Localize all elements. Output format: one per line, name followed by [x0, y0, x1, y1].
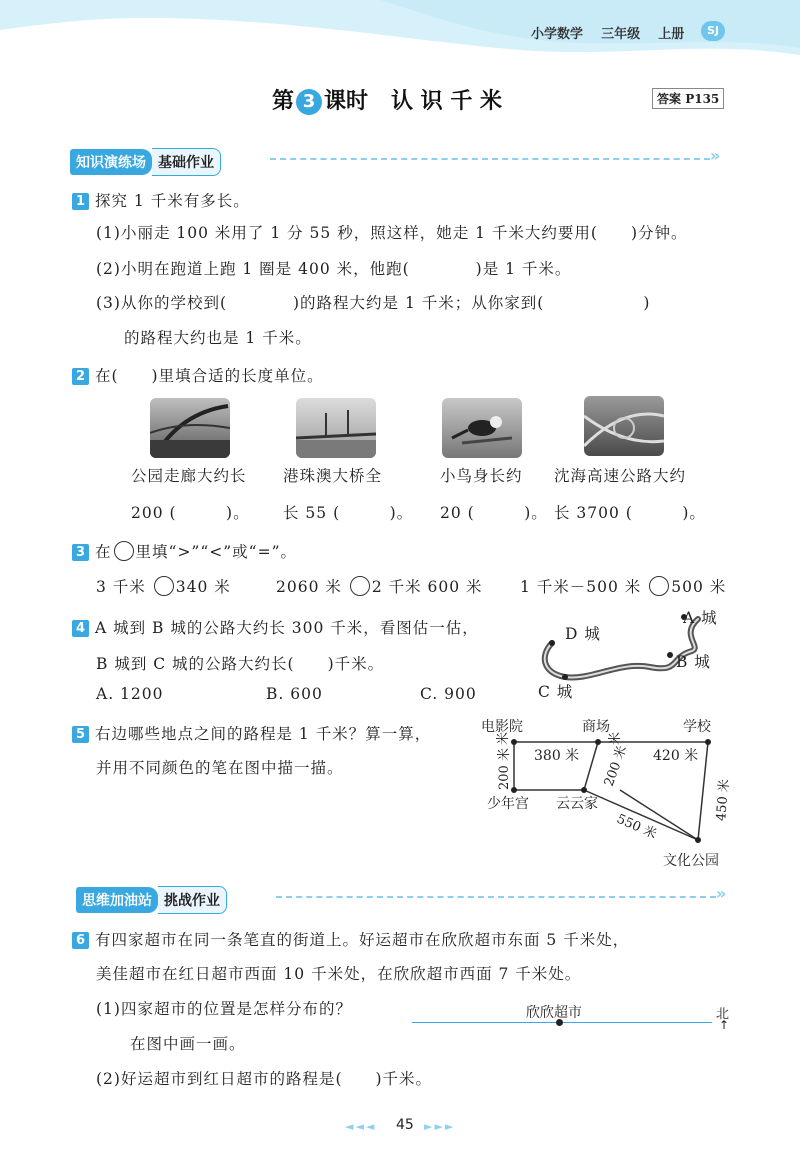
q4-option-b[interactable]: B. 600: [266, 685, 323, 703]
header-grade: 三年级: [601, 27, 641, 42]
q6-xinxin-label: 欣欣超市: [526, 1005, 582, 1021]
header-subject: 小学数学: [531, 27, 584, 42]
header-badge: SJ: [701, 21, 725, 41]
q6-number: 6: [72, 932, 89, 949]
header-volume: 上册: [658, 27, 685, 42]
section-challenge-tag: 思维加油站: [76, 887, 158, 913]
q5-line1: [72, 722, 431, 744]
q1-sub3a: (3)从你的学校到( )的路程大约是 1 千米；从你家到( ): [96, 294, 651, 312]
q6-line1: [72, 928, 629, 950]
section-challenge-header: [76, 886, 227, 914]
q3-stem: [72, 540, 297, 562]
title-suffix: 课时: [324, 89, 369, 114]
q5-yunyun: 云云家: [556, 796, 598, 812]
q5-line2: 并用不同颜色的笔在图中描一描。: [96, 759, 344, 777]
q2-item4-l2: 长 3700 ( )。: [554, 504, 706, 522]
q3-item2: [276, 575, 483, 597]
q4-city-d: D 城: [565, 625, 601, 643]
q3-stem-a: 在: [95, 543, 112, 561]
compare-circle-icon: [114, 541, 134, 561]
section-challenge-subtitle: 挑战作业: [158, 886, 227, 914]
q6-north-label: 北: [716, 1007, 730, 1022]
q3-item1-left: 3 千米: [96, 578, 146, 596]
q4-city-a: A 城: [683, 609, 718, 627]
answer-ref: [652, 88, 724, 109]
q5-school: 学校: [683, 719, 711, 735]
section-basic-tag: 知识演练场: [70, 149, 152, 175]
q4-option-a[interactable]: A. 1200: [96, 685, 164, 703]
q6-sub1a: (1)四家超市的位置是怎样分布的？: [96, 1000, 352, 1018]
bridge-photo: [296, 398, 376, 458]
section-basic-subtitle: 基础作业: [152, 148, 221, 176]
q3-item3-left: 1 千米－500 米: [520, 578, 642, 596]
q2-item1-l1: 公园走廊大约长: [131, 467, 247, 485]
q3-item1: [96, 575, 231, 597]
q6-north-arrow-icon: ↑: [719, 1018, 730, 1032]
q1-stem: [72, 189, 250, 211]
q3-number: 3: [72, 544, 89, 561]
q4-city-b: B 城: [676, 653, 711, 671]
section-basic-arrows: »: [710, 146, 721, 165]
q2-item2-l2: 长 55 ( )。: [283, 504, 414, 522]
section-basic-header: [70, 148, 221, 176]
q3-item2-right: 2 千米 600 米: [371, 578, 483, 596]
q2-number: 2: [72, 368, 89, 385]
q3-stem-b: 里填“>”“<”或“=”。: [135, 543, 298, 561]
q3-item3: [520, 575, 726, 597]
footer-arrows-left: ◄◄◄: [345, 1120, 377, 1133]
q2-item3-l2: 20 ( )。: [440, 504, 548, 522]
answer-page: P135: [685, 92, 720, 106]
section-challenge-arrows: »: [716, 884, 727, 903]
title-topic: 认 识 千 米: [391, 89, 502, 114]
q4-city-c: C 城: [538, 683, 574, 701]
footer-arrows-right: ►►►: [424, 1120, 456, 1133]
q3-item3-circle[interactable]: [649, 576, 669, 596]
q5-cinema: 电影院: [481, 719, 523, 735]
q2-item1-l2: 200 ( )。: [131, 504, 250, 522]
q2-stem: [72, 364, 324, 386]
q5-unit-mid: 米: [608, 731, 623, 745]
title-number: 3: [296, 89, 322, 115]
q5-youth: 少年宫: [487, 796, 529, 812]
q5-dist-450: 450 米: [713, 778, 733, 822]
q6-sub2: (2)好运超市到红日超市的路程是( )千米。: [96, 1070, 433, 1088]
q1-sub3b: 的路程大约也是 1 千米。: [124, 329, 312, 347]
q2-item4-l1: 沈海高速公路大约: [554, 467, 687, 485]
q3-item2-left: 2060 米: [276, 578, 342, 596]
q4-line1: [72, 616, 479, 638]
q2-item3-l1: 小鸟身长约: [440, 467, 523, 485]
page-number: 45: [396, 1117, 414, 1133]
q4-line2: B 城到 C 城的公路大约长( )千米。: [96, 655, 385, 673]
q4-line1-text: A 城到 B 城的公路大约长 300 千米，看图估一估，: [95, 619, 479, 637]
park-corridor-photo: [150, 398, 230, 458]
bird-photo: [442, 398, 522, 458]
q5-dist-200-mid: 200 米: [601, 743, 631, 789]
q3-item1-circle[interactable]: [154, 576, 174, 596]
q5-park: 文化公园: [663, 853, 719, 869]
q3-item1-right: 340 米: [175, 578, 231, 596]
q5-dist-380: 380 米: [534, 748, 580, 764]
q1-sub1: (1)小丽走 100 米用了 1 分 55 秒，照这样，她走 1 千米大约要用( )分钟。: [96, 224, 688, 242]
q4-option-c[interactable]: C. 900: [420, 685, 477, 703]
q5-line1-text: 右边哪些地点之间的路程是 1 千米？算一算，: [95, 725, 432, 743]
page-title: [272, 84, 502, 115]
section-challenge-divider: [276, 896, 716, 898]
q1-number: 1: [72, 193, 89, 210]
q5-dist-420: 420 米: [653, 748, 699, 764]
q5-unit-left: 米: [496, 731, 511, 745]
q1-sub2: (2)小明在跑道上跑 1 圈是 400 米，他跑( )是 1 千米。: [96, 260, 572, 278]
q6-line1-text: 有四家超市在同一条笔直的街道上。好运超市在欣欣超市东面 5 千米处，: [95, 931, 630, 949]
q3-item3-right: 500 米: [671, 578, 727, 596]
q5-dist-550: 550 米: [614, 811, 659, 843]
highway-photo: [584, 396, 664, 456]
q3-item2-circle[interactable]: [350, 576, 370, 596]
header-info: [531, 23, 684, 42]
section-basic-divider: [270, 158, 710, 160]
q5-dist-200-left: 200 米: [497, 748, 512, 790]
q6-line2: 美佳超市在红日超市西面 10 千米处，在欣欣超市西面 7 千米处。: [96, 965, 582, 983]
q6-sub1b: 在图中画一画。: [130, 1035, 246, 1053]
q1-stem-text: 探究 1 千米有多长。: [95, 192, 250, 210]
q5-mall: 商场: [582, 719, 610, 735]
title-prefix: 第: [272, 89, 295, 114]
answer-label: 答案: [657, 92, 682, 106]
q4-number: 4: [72, 620, 89, 637]
q2-stem-text: 在( )里填合适的长度单位。: [95, 367, 324, 385]
q5-number: 5: [72, 726, 89, 743]
q2-item2-l1: 港珠澳大桥全: [283, 467, 383, 485]
